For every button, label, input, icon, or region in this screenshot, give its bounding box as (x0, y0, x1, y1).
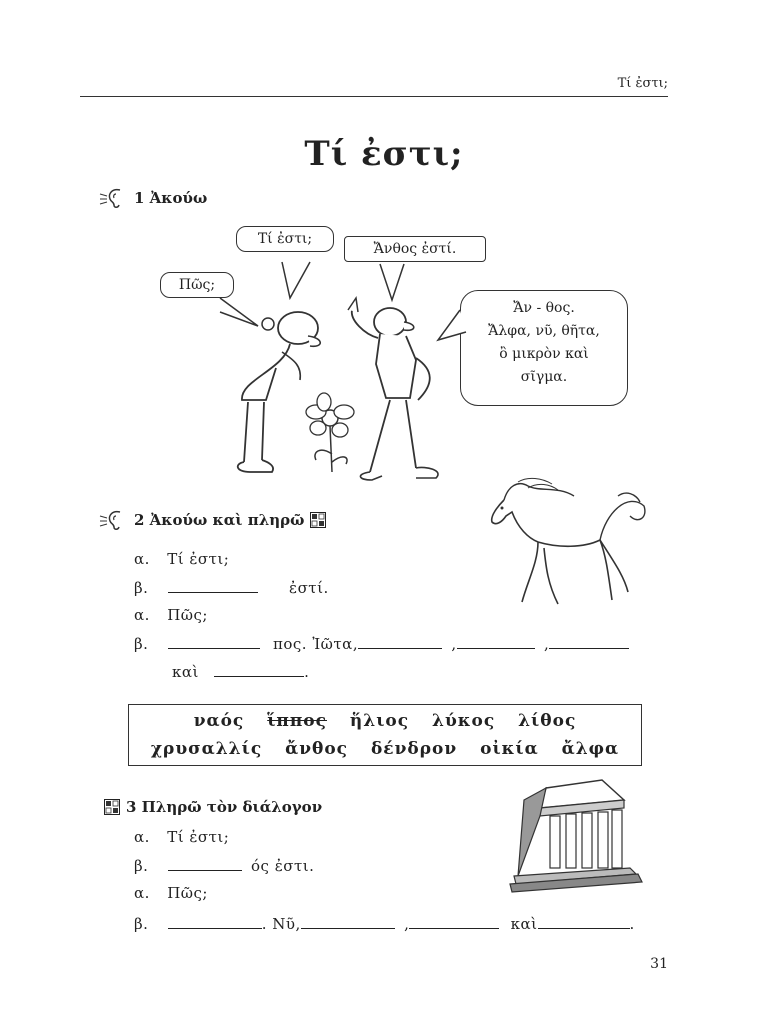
line-label: β. (134, 635, 149, 653)
word-item: ἥλιος (349, 711, 410, 731)
s3-line-1 (134, 828, 229, 846)
line-label: α. (134, 884, 150, 902)
line-text: Πῶς; (167, 884, 208, 902)
separator: , (451, 635, 457, 653)
word-box (128, 704, 642, 766)
cartoon-illustration (220, 240, 520, 490)
separator: , (543, 635, 550, 653)
answer-blank[interactable] (538, 914, 630, 929)
word-item-crossed: ἵππος (267, 711, 327, 731)
word-item: δένδρον (370, 739, 458, 759)
section-2-title: 2 Ἀκούω καὶ πληρῶ (134, 511, 305, 529)
s2-line-5 (172, 662, 309, 681)
spelling-line-2: Ἄλφα, νῦ, θῆτα, (488, 323, 600, 339)
line-text: Τί ἐστι; (167, 550, 230, 568)
s3-line-2 (134, 856, 314, 875)
grid-icon (104, 799, 120, 815)
word-item: χρυσαλλίς (150, 739, 263, 759)
spelling-line-3: ὂ μικρὸν καὶ (499, 346, 589, 362)
page-number: 31 (650, 956, 668, 972)
page-title: Τί ἐστι; (304, 134, 464, 174)
ear-icon (100, 186, 128, 210)
separator: , (404, 915, 410, 933)
s3-line-4 (134, 914, 635, 933)
line-label: α. (134, 606, 150, 624)
word-row-1 (129, 711, 641, 731)
header-rule (80, 96, 668, 97)
word-row-2 (129, 739, 641, 759)
temple-illustration (506, 780, 646, 892)
answer-blank[interactable] (358, 634, 442, 649)
word-item: λίθος (518, 711, 577, 731)
line-end: . (629, 915, 635, 933)
s2-line-2 (134, 578, 329, 597)
running-header: Τί ἐστι; (617, 76, 668, 91)
section-2-heading (100, 508, 326, 532)
answer-blank[interactable] (168, 856, 242, 871)
line-text: . Νῦ, (261, 915, 301, 933)
line-label: β. (134, 915, 149, 933)
spelling-line-1: Ἄν - θος. (513, 300, 575, 316)
word-item: οἰκία (480, 739, 539, 759)
line-text: Πῶς; (167, 606, 208, 624)
line-text: ός ἐστι. (251, 857, 315, 875)
answer-blank[interactable] (409, 914, 499, 929)
spelling-line-4: σῖγμα. (520, 369, 568, 385)
grid-icon (310, 512, 326, 528)
word-item: λύκος (432, 711, 496, 731)
answer-blank[interactable] (168, 578, 258, 593)
section-3-title: 3 Πληρῶ τὸν διάλογον (126, 798, 323, 816)
word-item: ἄλφα (561, 739, 620, 759)
section-3-heading (104, 798, 322, 816)
answer-blank[interactable] (457, 634, 535, 649)
answer-blank[interactable] (168, 914, 262, 929)
line-text: ἐστί. (289, 579, 329, 597)
answer-blank[interactable] (301, 914, 395, 929)
bubble-ti-esti: Τί ἐστι; (236, 226, 334, 252)
ear-icon (100, 508, 128, 532)
section-1-title: 1 Ἀκούω (134, 189, 208, 207)
s3-line-3 (134, 884, 208, 902)
answer-blank[interactable] (214, 662, 304, 677)
word-item: ναός (193, 711, 245, 731)
bubble-anthos-esti: Ἄνθος ἐστί. (344, 236, 486, 262)
line-text: καὶ (510, 915, 538, 933)
line-label: β. (134, 579, 149, 597)
s2-line-1 (134, 550, 229, 568)
answer-blank[interactable] (549, 634, 629, 649)
line-end: . (304, 663, 310, 681)
section-1-heading (100, 186, 207, 210)
horse-illustration (488, 472, 648, 608)
line-label: β. (134, 857, 149, 875)
bubble-pos: Πῶς; (160, 272, 234, 298)
line-label: α. (134, 828, 150, 846)
line-text: πος. Ἰῶτα, (273, 635, 359, 653)
s2-line-4 (134, 634, 629, 653)
word-item: ἄνθος (285, 739, 349, 759)
s2-line-3 (134, 606, 208, 624)
line-text: Τί ἐστι; (167, 828, 230, 846)
answer-blank[interactable] (168, 634, 260, 649)
line-text: καὶ (172, 663, 199, 681)
line-label: α. (134, 550, 150, 568)
